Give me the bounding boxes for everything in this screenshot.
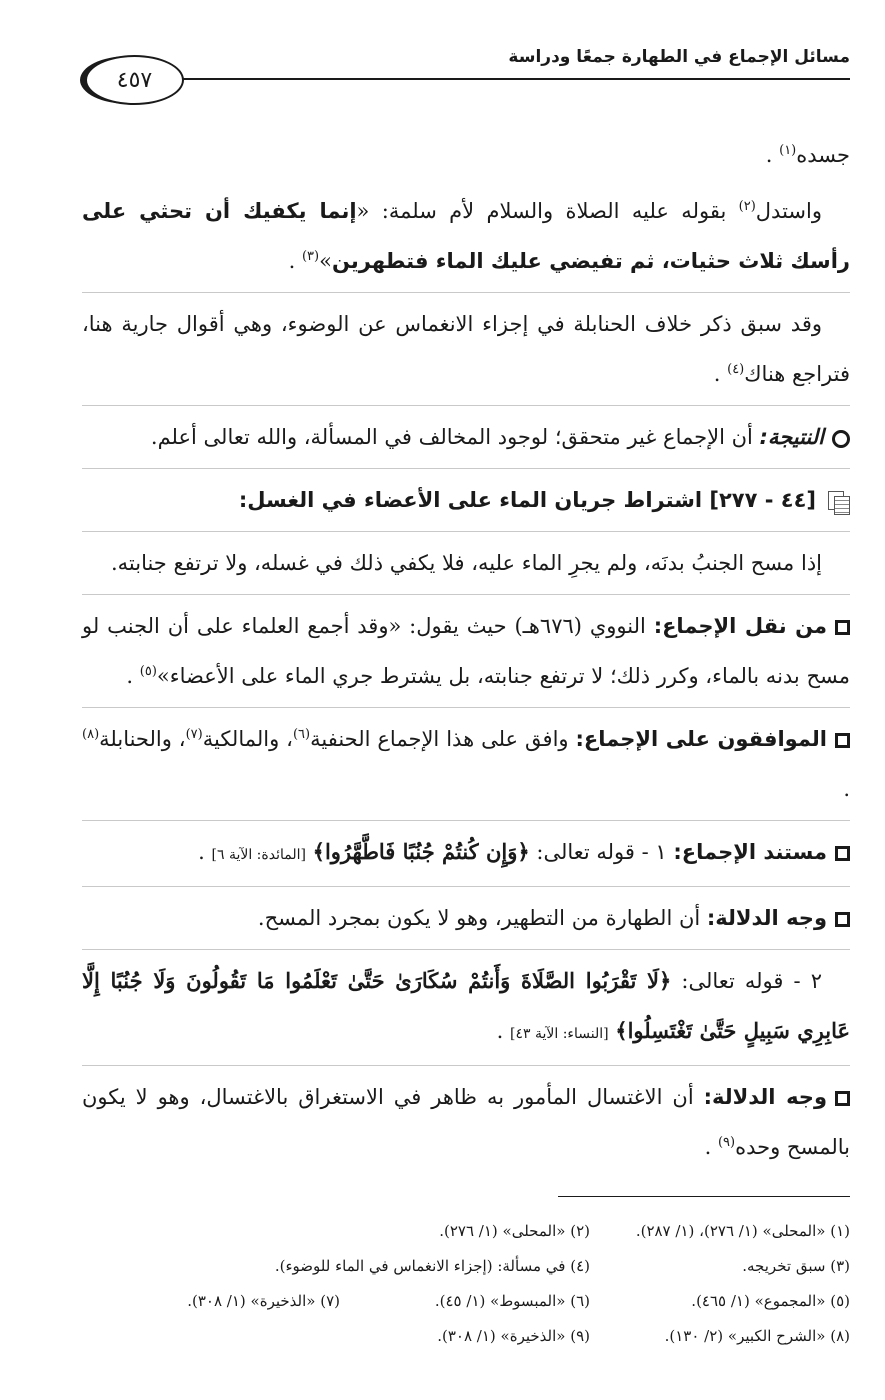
header-rule xyxy=(170,78,850,80)
paragraph-separator xyxy=(82,594,850,595)
punctuation: . xyxy=(496,1019,504,1043)
paragraph-text: ، والمالكية xyxy=(202,727,293,751)
square-bullet-icon xyxy=(835,733,850,748)
footnote-5: (٥) «المجموع» (١/ ٤٦٥). xyxy=(691,1291,850,1310)
footnote-ref: (٦) xyxy=(292,727,311,742)
footnote-3: (٣) سبق تخريجه. xyxy=(742,1256,850,1275)
footnote-ref: (٥) xyxy=(139,664,157,679)
punctuation: . xyxy=(704,1135,712,1159)
paragraph-separator xyxy=(82,405,850,406)
punctuation: . xyxy=(288,249,296,273)
paragraph-text: بقوله عليه الصلاة والسلام لأم سلمة: « xyxy=(356,199,739,223)
paragraph-text: وافق على هذا الإجماع الحنفية xyxy=(310,727,576,751)
punctuation: . xyxy=(765,143,773,167)
footnote-row xyxy=(82,1248,850,1283)
footnote-row xyxy=(82,1213,850,1248)
paragraph-separator xyxy=(82,292,850,293)
footnote-4: (٤) في مسألة: (إجزاء الانغماس في الماء للوضوء). xyxy=(274,1256,590,1275)
section-title: [٤٤ - ٢٧٧] اشتراط جريان الماء على الأعضاء في الغسل: xyxy=(238,488,816,512)
punctuation: . xyxy=(198,840,205,864)
paragraph-inference-1 xyxy=(82,893,850,943)
paragraph-text: جسده xyxy=(796,143,850,167)
item-label: من نقل الإجماع: xyxy=(653,614,828,638)
footnote-6: (٦) «المبسوط» (١/ ٤٥). xyxy=(434,1291,590,1310)
paragraph-basis xyxy=(82,827,850,880)
square-bullet-icon xyxy=(835,912,850,927)
page-number-badge xyxy=(85,55,184,105)
paragraph-separator xyxy=(82,707,850,708)
footnote-1: (١) «المحلى» (١/ ٢٧٦)، (١/ ٢٨٧). xyxy=(635,1221,850,1240)
paragraph-text: أن الاغتسال المأمور به ظاهر في الاستغراق بالاغتسال، وهو لا يكون بالمسح وحده xyxy=(82,1085,850,1159)
page-number: ٤٥٧ xyxy=(116,67,153,93)
paragraph-2 xyxy=(82,186,850,286)
footnote-ref: (٤) xyxy=(727,362,745,377)
verse-reference: [النساء: الآية ٤٣] xyxy=(510,1026,609,1042)
footnote-7: (٧) «الذخيرة» (١/ ٣٠٨). xyxy=(187,1291,340,1310)
footnote-2: (٢) «المحلى» (١/ ٢٧٦). xyxy=(439,1221,590,1240)
paragraph-text: أن الطهارة من التطهير، وهو لا يكون بمجرد المسح. xyxy=(257,906,707,930)
verse-reference: [المائدة: الآية ٦] xyxy=(211,847,306,863)
running-header-title: مسائل الإجماع في الطهارة جمعًا ودراسة xyxy=(508,47,850,67)
footnote-ref: (٧) xyxy=(185,727,203,742)
hadith-quote: إنما يكفيك أن تحثي على رأسك ثلاث حثيات، ثم تفيضي عليك الماء فتطهرين xyxy=(82,199,850,273)
paragraph-agreeing xyxy=(82,714,850,814)
footnote-9: (٩) «الذخيرة» (١/ ٣٠٨). xyxy=(437,1326,590,1345)
paragraph-5 xyxy=(82,538,850,588)
footnote-ref: (٢) xyxy=(738,199,756,214)
paragraph-text: واستدل xyxy=(755,199,822,223)
item-label: وجه الدلالة: xyxy=(706,906,827,930)
paragraph-text: ، والحنابلة xyxy=(99,727,186,751)
paragraph-text: وقد سبق ذكر خلاف الحنابلة في إجزاء الانغماس عن الوضوء، وهي أقوال جارية هنا، فتراجع هناك xyxy=(82,312,850,386)
item-label: مستند الإجماع: xyxy=(673,840,827,864)
paragraph-verse-2 xyxy=(82,956,850,1059)
paragraph-result xyxy=(82,412,850,462)
paragraph-separator xyxy=(82,531,850,532)
square-bullet-icon xyxy=(835,620,850,635)
punctuation: . xyxy=(843,777,850,801)
paragraph-1 xyxy=(82,130,850,180)
main-text xyxy=(82,130,850,1178)
paragraph-text: ٢ - قوله تعالى: xyxy=(671,969,822,993)
paragraph-separator xyxy=(82,949,850,950)
footnote-ref: (٣) xyxy=(301,249,320,264)
punctuation: . xyxy=(126,664,134,688)
item-label: وجه الدلالة: xyxy=(703,1085,827,1109)
paragraph-inference-2 xyxy=(82,1072,850,1172)
section-heading xyxy=(82,475,850,525)
square-bullet-icon xyxy=(835,846,850,861)
paragraph-separator xyxy=(82,886,850,887)
footnote-ref: (٩) xyxy=(717,1135,736,1150)
paragraph-text: إذا مسح الجنبُ بدنَه، ولم يجرِ الماء عليه، فلا يكفي ذلك في غسله، ولا ترتفع جنابته. xyxy=(110,551,822,575)
quote-mark: » xyxy=(319,249,332,273)
paragraph-3 xyxy=(82,299,850,399)
punctuation: . xyxy=(713,362,721,386)
paragraph-text: أن الإجماع غير متحقق؛ لوجود المخالف في المسألة، والله تعالى أعلم. xyxy=(150,425,760,449)
quran-verse: ﴿لَا تَقْرَبُوا الصَّلَاةَ وَأَنتُمْ سُكَارَىٰ حَتَّىٰ تَعْلَمُوا مَا تَقُولُونَ وَلَا جُنُبًا إِلَّا عَابِرِي سَبِيلٍ حَتَّىٰ تَغْتَسِلُوا﴾ xyxy=(82,968,850,1043)
item-label: الموافقون على الإجماع: xyxy=(575,727,827,751)
footnote-8: (٨) «الشرح الكبير» (٢/ ١٣٠). xyxy=(664,1326,850,1345)
result-label: النتيجة: xyxy=(759,425,824,449)
paragraph-separator xyxy=(82,468,850,469)
document-icon xyxy=(828,491,850,513)
footnotes xyxy=(82,1213,850,1353)
footnote-ref: (٨) xyxy=(82,727,100,742)
paragraph-text: ١ - قوله تعالى: xyxy=(529,840,674,864)
paragraph-separator xyxy=(82,1065,850,1066)
quran-verse: ﴿وَإِن كُنتُمْ جُنُبًا فَاطَّهَّرُوا﴾ xyxy=(312,839,530,864)
paragraph-text: النووي (٦٧٦هـ) حيث يقول: «وقد أجمع العلماء على أن الجنب لو مسح بدنه بالماء، وكرر ذلك؛ لا ترتفع جنابته، بل يشترط جري الماء على الأعضاء» xyxy=(82,614,850,688)
square-bullet-icon xyxy=(835,1091,850,1106)
footnote-row xyxy=(82,1283,850,1318)
circle-bullet-icon xyxy=(832,430,850,448)
paragraph-separator xyxy=(82,820,850,821)
footnote-rule xyxy=(558,1196,850,1197)
paragraph-transmitter xyxy=(82,601,850,701)
footnote-ref: (١) xyxy=(779,143,797,158)
footnote-row xyxy=(82,1318,850,1353)
